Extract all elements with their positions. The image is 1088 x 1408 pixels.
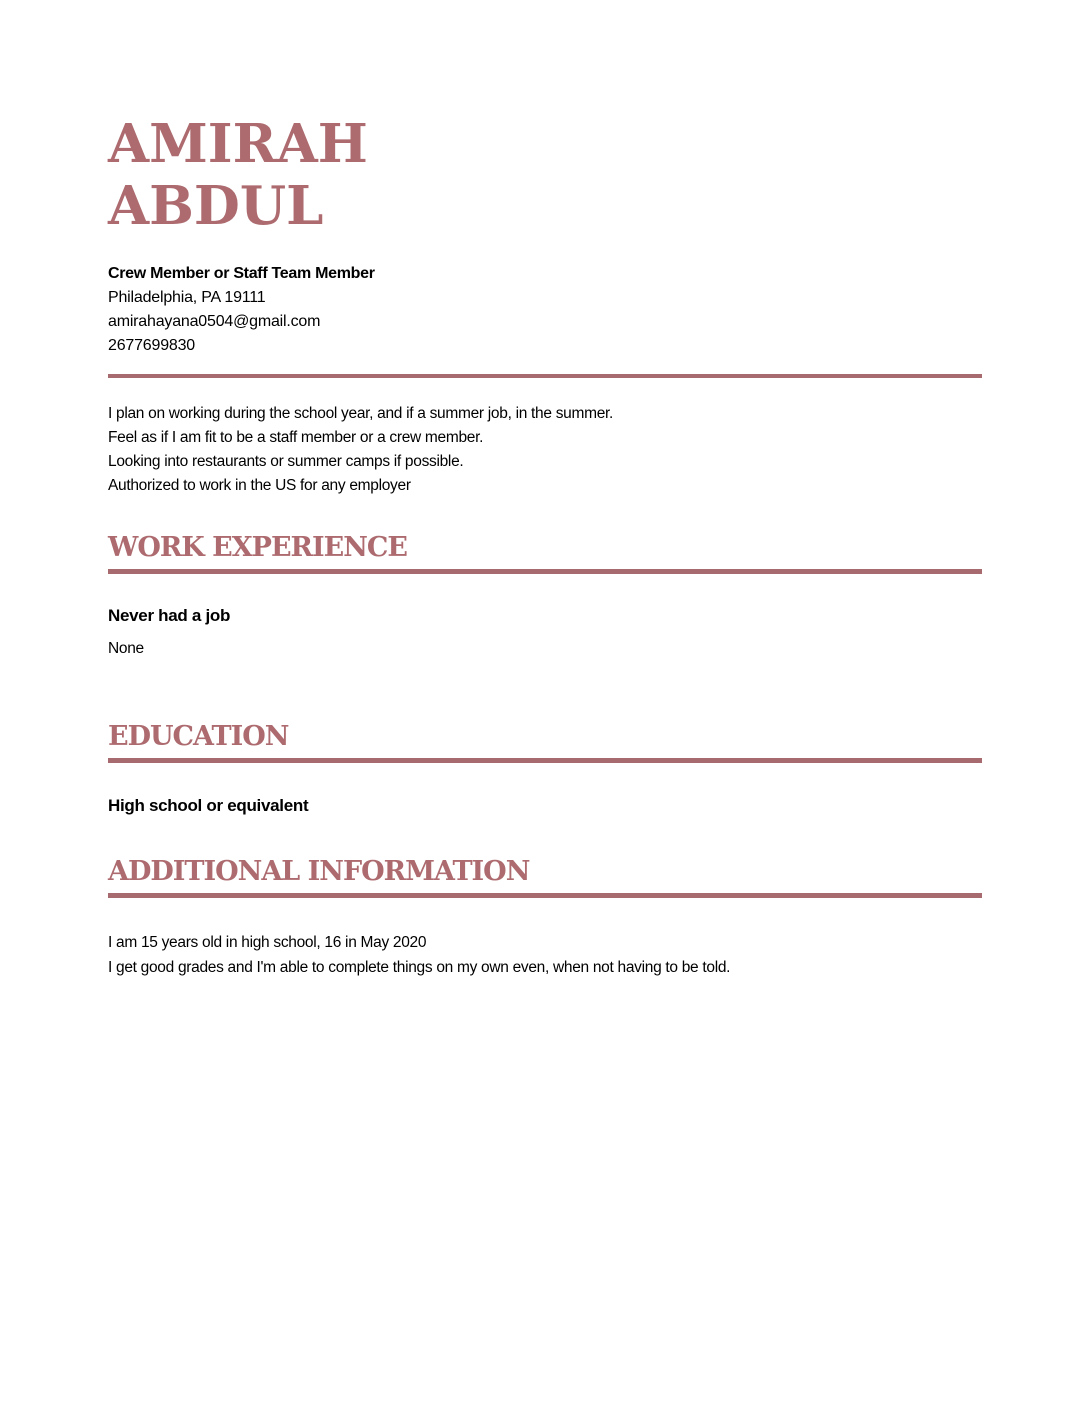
summary-line: I plan on working during the school year, and if a summer job, in the summer.: [108, 405, 614, 422]
email-text: amirahayana0504@gmail.com: [108, 313, 321, 330]
work-experience-divider: [108, 569, 982, 574]
page-title: [108, 113, 982, 237]
education-section: [108, 722, 982, 817]
additional-information-block: [108, 930, 982, 980]
additional-information-divider: [108, 893, 982, 898]
work-experience-section: [108, 533, 982, 660]
summary-line: Authorized to work in the US for any employer: [108, 477, 411, 494]
summary-block: [108, 402, 982, 498]
contact-block: [108, 262, 982, 358]
contact-divider: [108, 374, 982, 378]
phone-text: 2677699830: [108, 337, 195, 354]
additional-information-section: [108, 857, 982, 980]
summary-line: Feel as if I am fit to be a staff member or a crew member.: [108, 429, 484, 446]
name-line-1: AMIRAH: [108, 113, 368, 175]
degree-text: High school or equivalent: [108, 796, 309, 815]
location-text: Philadelphia, PA 19111: [108, 289, 266, 306]
additional-information-heading: ADDITIONAL INFORMATION: [108, 856, 530, 887]
job-title-text: Never had a job: [108, 606, 231, 625]
job-role-label: Crew Member or Staff Team Member: [108, 265, 375, 282]
name-line-2: ABDUL: [108, 175, 324, 237]
additional-information-line: I am 15 years old in high school, 16 in May 2020: [108, 934, 427, 951]
work-experience-heading: WORK EXPERIENCE: [108, 532, 407, 563]
additional-information-line: I get good grades and I'm able to complete things on my own even, when not having to be told.: [108, 959, 731, 976]
education-heading: EDUCATION: [108, 721, 289, 752]
job-description-text: None: [108, 640, 144, 657]
education-divider: [108, 758, 982, 763]
summary-line: Looking into restaurants or summer camps if possible.: [108, 453, 464, 470]
